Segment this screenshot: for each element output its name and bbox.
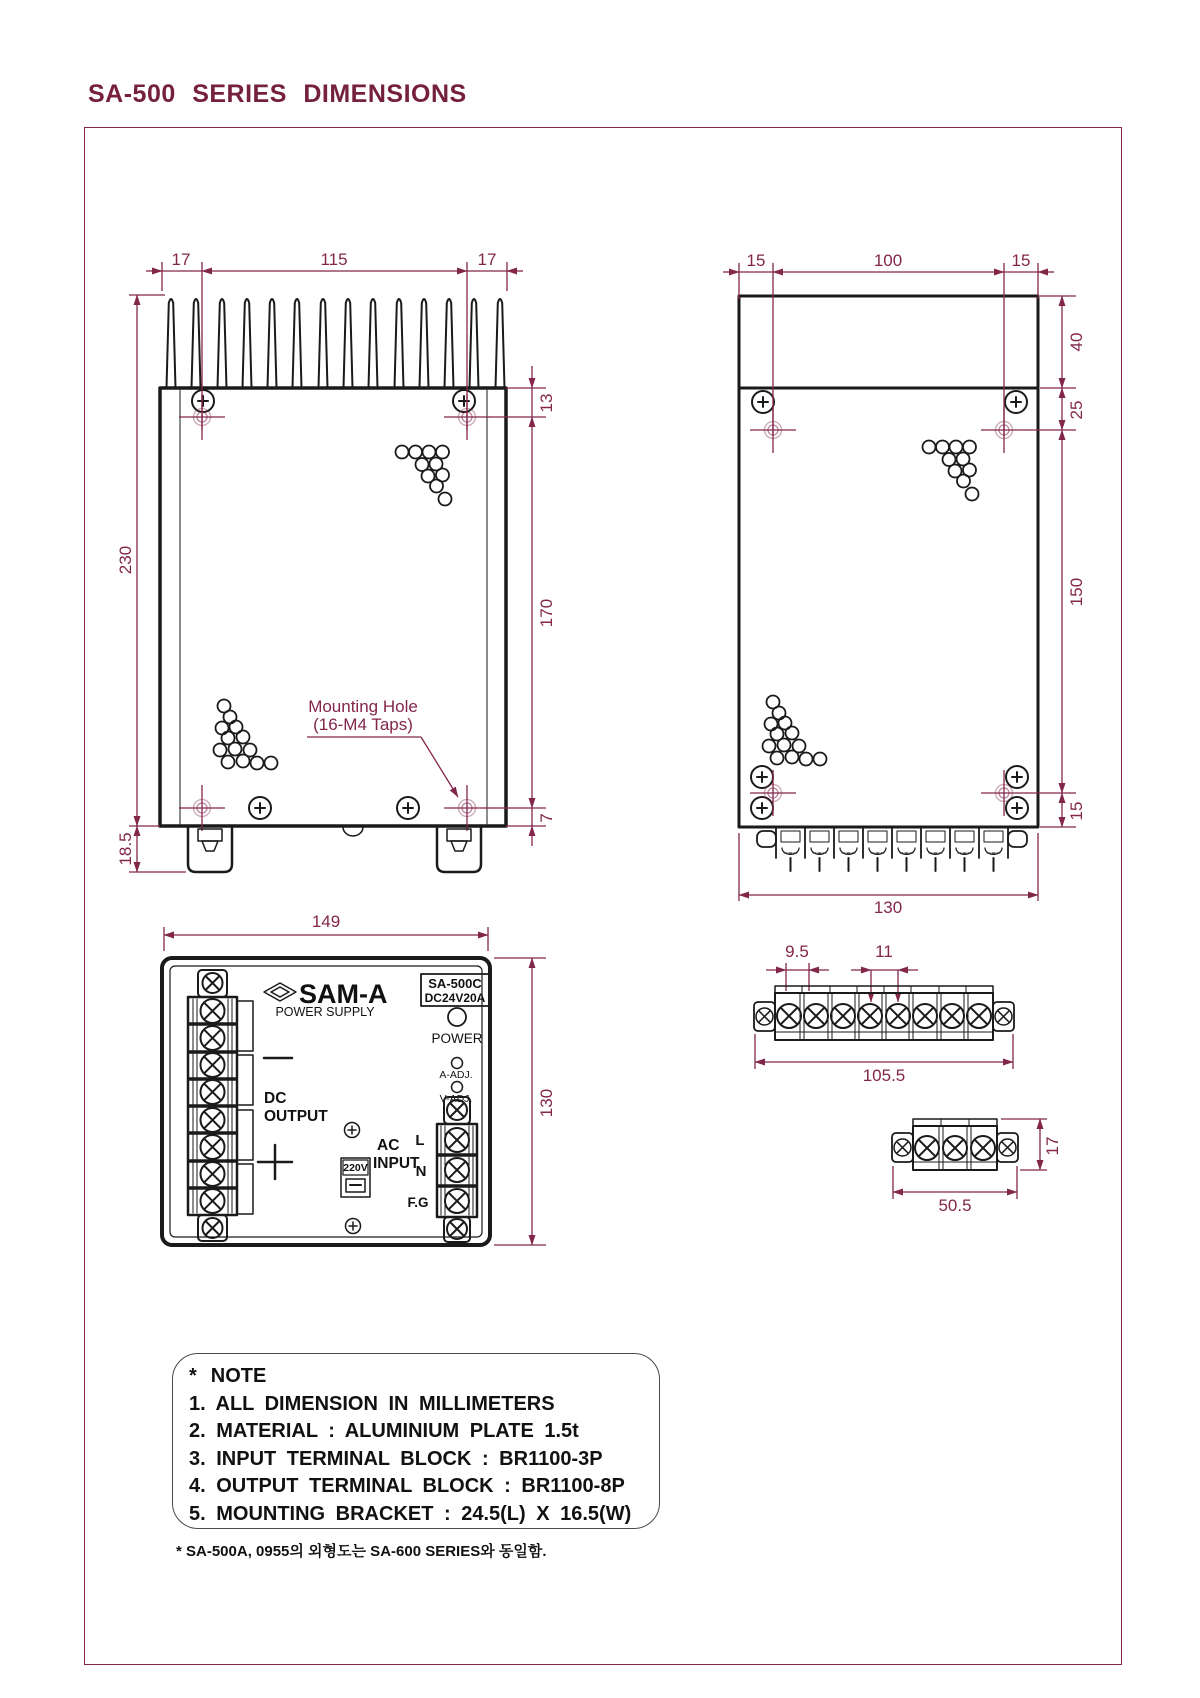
dim-9-5: 9.5 (785, 942, 809, 961)
dc-output-terminal-block (188, 970, 253, 1241)
dim-130: 130 (873, 898, 903, 917)
dim-50-5: 50.5 (938, 1196, 972, 1215)
line-label: L (415, 1132, 425, 1149)
dim-115: 115 (320, 250, 348, 269)
dim-13: 13 (537, 393, 556, 413)
dim-18-5: 18.5 (116, 832, 135, 866)
dim-15-bottom: 15 (1067, 801, 1086, 821)
model-text: SA-500C (428, 976, 482, 991)
ground-label: F.G (407, 1195, 429, 1210)
side-view-dimensions (723, 251, 1086, 917)
input-terminal-detail (892, 1119, 1062, 1215)
dim-17-left: 17 (171, 250, 191, 269)
side-view (723, 251, 1086, 917)
note-star: * (189, 1365, 197, 1387)
power-led (448, 1008, 466, 1026)
chassis-body (739, 388, 1038, 827)
dim-15-right: 15 (1011, 251, 1031, 270)
dim-150: 150 (1067, 577, 1086, 607)
note-header (189, 1363, 659, 1391)
dim-25: 25 (1067, 400, 1086, 420)
chassis-body (160, 388, 506, 826)
power-label: POWER (431, 1031, 483, 1046)
note-item: 5. MOUNTING BRACKET : 24.5(L) X 16.5(W) (189, 1502, 632, 1525)
footnote: * SA-500A, 0955의 외형도는 SA-600 SERIES와 동일함. (176, 1543, 547, 1560)
ac-label-1: AC (377, 1137, 400, 1154)
heatsink-section (739, 296, 1038, 388)
dim-230: 230 (116, 545, 135, 575)
mounting-holes (179, 394, 490, 831)
ac-input-terminal-block (437, 1097, 477, 1242)
dim-149: 149 (311, 912, 341, 931)
dim-11: 11 (875, 942, 893, 961)
fold-lines (180, 390, 487, 824)
v-adj-pot[interactable] (452, 1082, 463, 1093)
terminal-screws[interactable] (777, 1004, 991, 1028)
brand-logo (264, 983, 296, 1001)
output-terminal-detail (754, 942, 1014, 1085)
dim-105-5: 105.5 (862, 1066, 906, 1085)
top-view-dimensions (116, 250, 556, 872)
dim-17-block: 17 (1043, 1136, 1062, 1156)
dc-plus-symbol (258, 1145, 292, 1179)
brand-text: SAM-A (299, 979, 388, 1009)
top-view (116, 250, 556, 872)
dim-100: 100 (873, 251, 903, 270)
panel-screws (751, 391, 1028, 819)
front-panel-view (162, 912, 556, 1245)
ac-label-2: INPUT (373, 1155, 420, 1172)
dc-label-2: OUTPUT (264, 1108, 328, 1125)
v-adj-label: V-ADJ. (439, 1093, 473, 1105)
vent-holes (396, 446, 452, 506)
rating-text: DC24V20A (424, 991, 486, 1005)
mounting-feet (188, 827, 481, 872)
voltage-label: 220V (343, 1162, 368, 1174)
a-adj-label: A-ADJ. (439, 1069, 473, 1081)
note-title: NOTE (210, 1365, 267, 1387)
note-box (172, 1353, 660, 1529)
dim-17-right: 17 (477, 250, 497, 269)
note-item: 2. MATERIAL : ALUMINIUM PLATE 1.5t (189, 1420, 579, 1442)
note-item: 3. INPUT TERMINAL BLOCK : BR1100-3P (189, 1447, 603, 1470)
terminal-row (757, 828, 1027, 871)
terminal-screws[interactable] (915, 1136, 995, 1160)
page-title: SA-500 SERIES DIMENSIONS (88, 80, 467, 108)
mounting-holes (750, 407, 1027, 816)
dim-15-left: 15 (746, 251, 766, 270)
heatsink-fins (167, 299, 505, 388)
note-item: 4. OUTPUT TERMINAL BLOCK : BR1100-8P (189, 1475, 625, 1497)
callout-line1: Mounting Hole (308, 697, 418, 716)
a-adj-pot[interactable] (452, 1058, 463, 1069)
note-item: 1. ALL DIMENSION IN MILLIMETERS (189, 1392, 555, 1415)
vent-holes (923, 441, 979, 501)
dc-label-1: DC (264, 1090, 287, 1107)
dim-130-panel: 130 (537, 1088, 556, 1118)
vent-holes (214, 700, 278, 770)
input-terminal-dimensions (893, 1119, 1062, 1215)
terminal-screws[interactable] (445, 1128, 469, 1213)
panel-screw (346, 1219, 361, 1234)
brand-subtext: POWER SUPPLY (275, 1005, 375, 1019)
vent-holes (763, 696, 827, 766)
neutral-label: N (415, 1163, 427, 1180)
dim-7: 7 (537, 813, 556, 823)
callout-line2: (16-M4 Taps) (313, 715, 413, 734)
panel-screw (345, 1123, 360, 1138)
dim-40: 40 (1067, 332, 1086, 352)
output-terminal-dimensions (755, 942, 1013, 1085)
dim-170: 170 (537, 598, 556, 628)
mounting-hole-callout (307, 697, 458, 797)
